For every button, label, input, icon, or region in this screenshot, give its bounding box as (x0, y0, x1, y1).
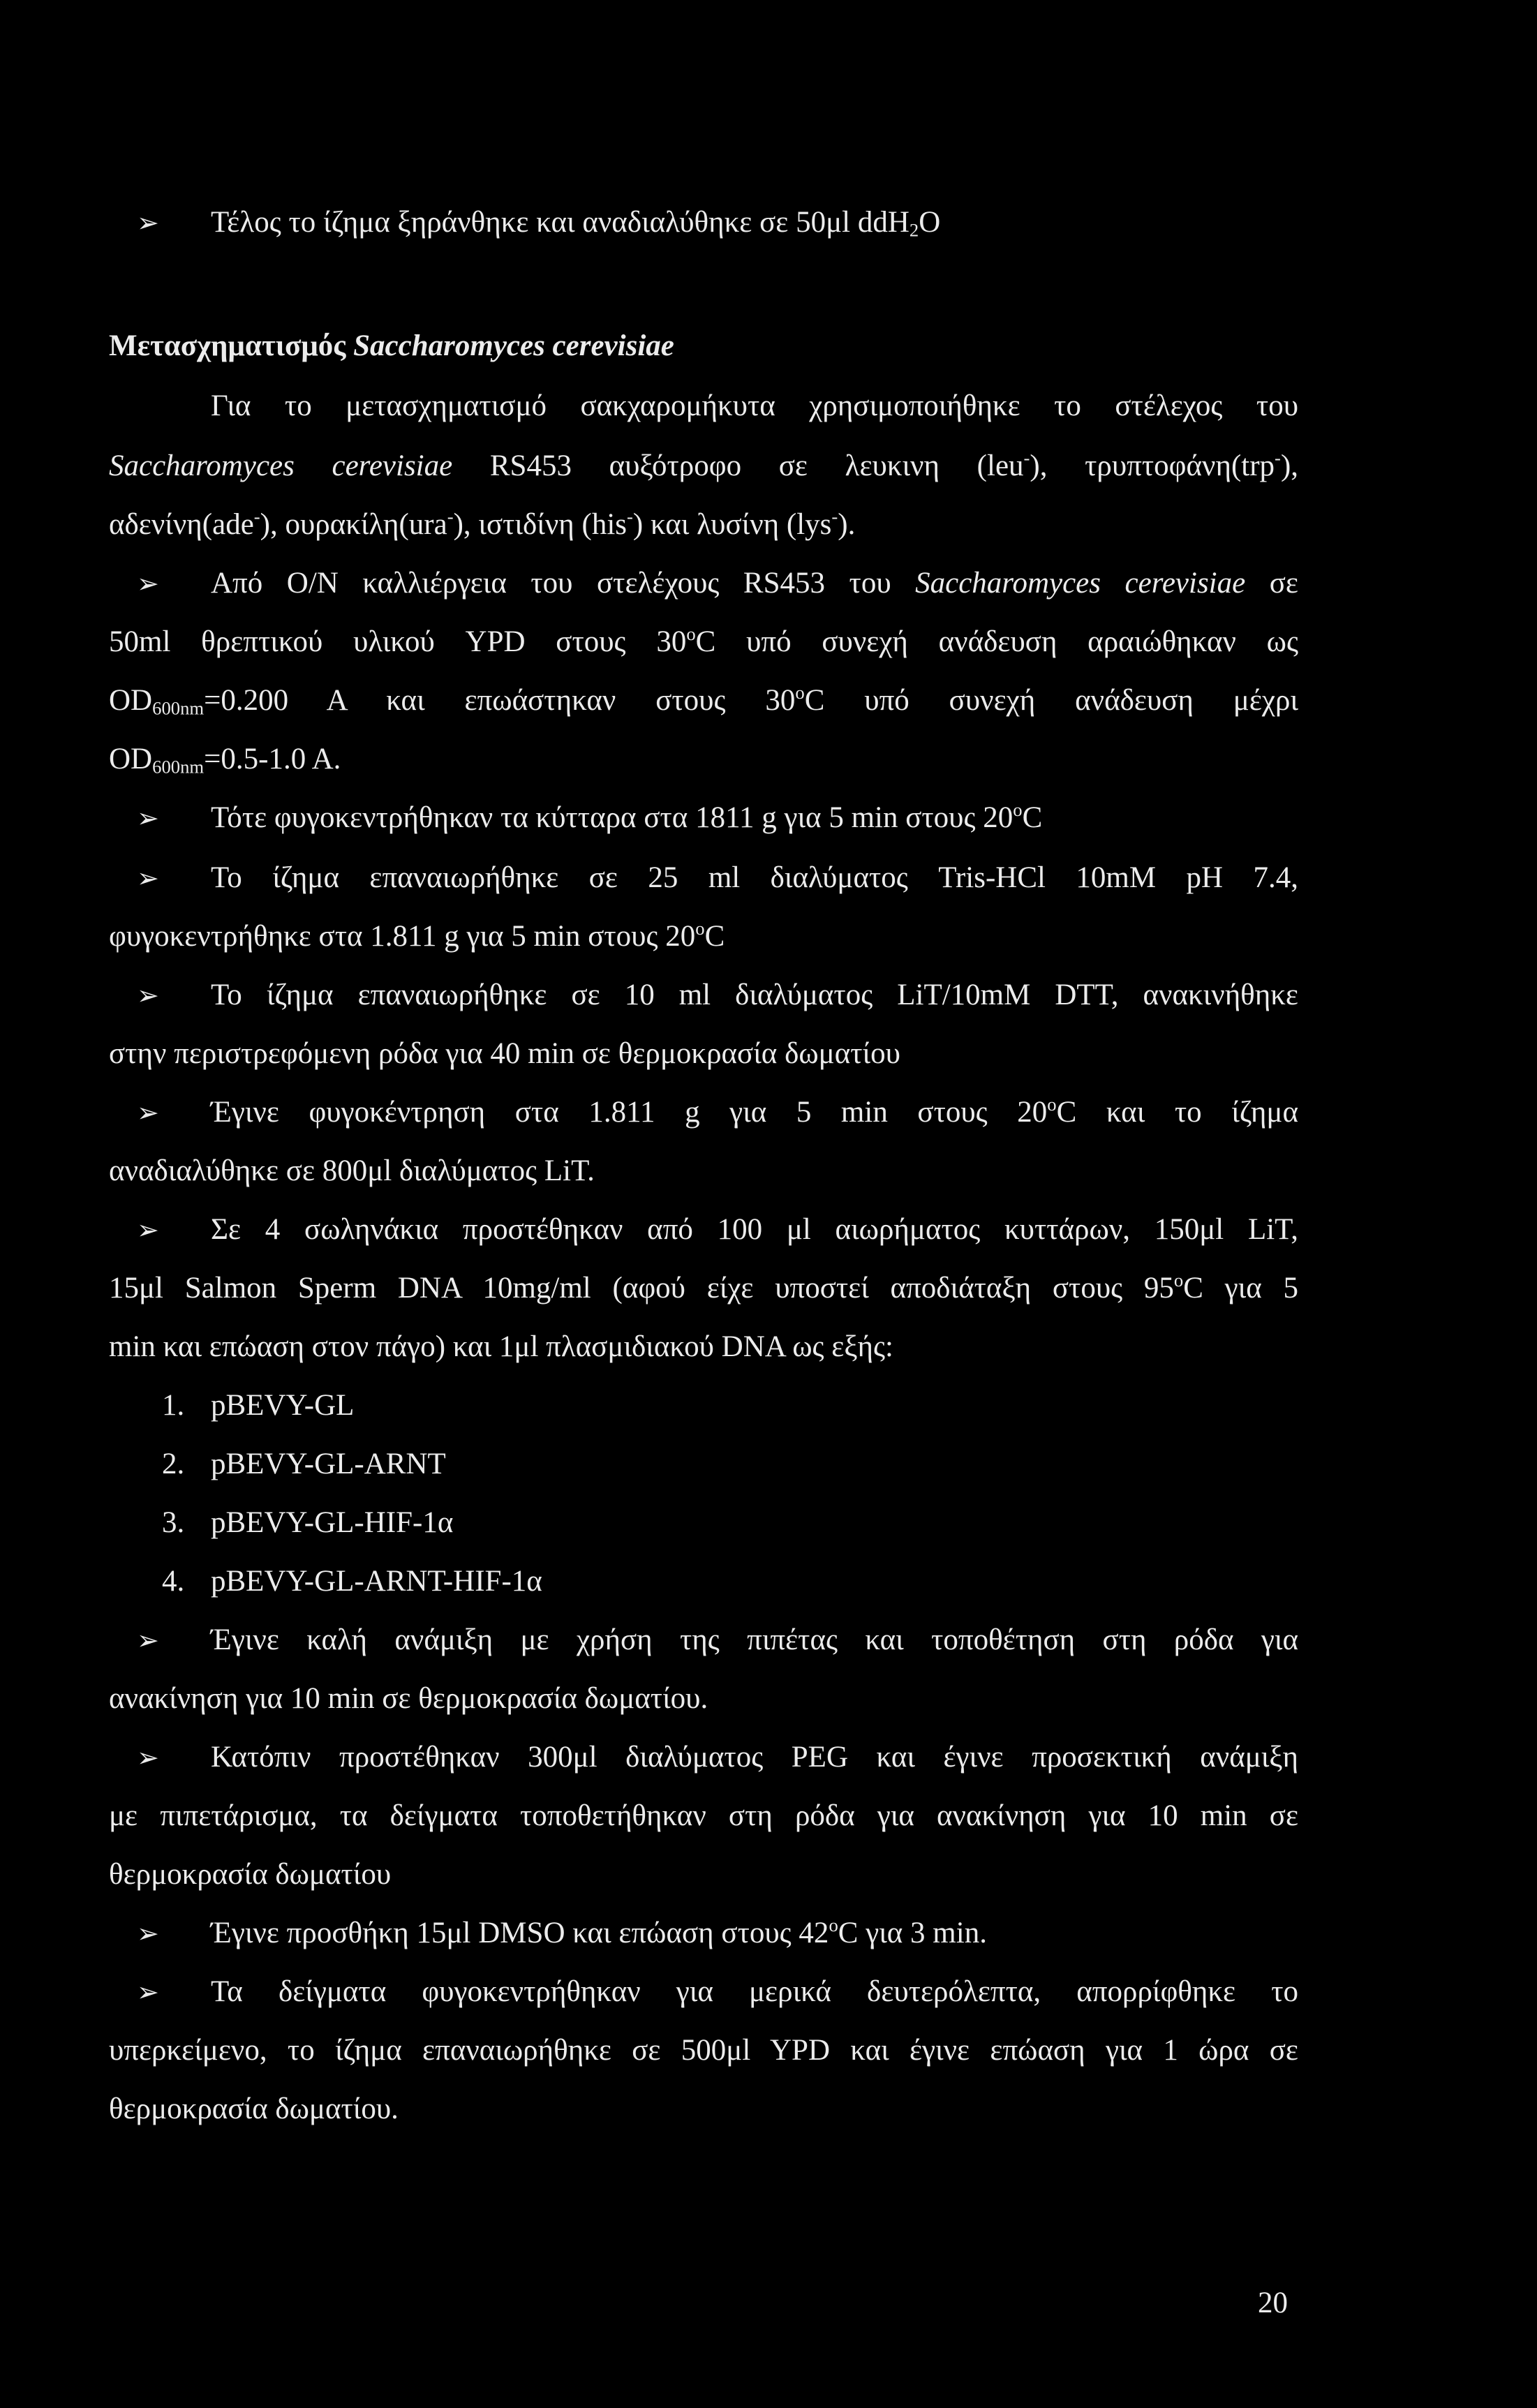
bullet-icon: ➢ (137, 1214, 159, 1245)
paragraph-line: Σε 4 σωληνάκια προστέθηκαν από 100 μl αιωρήματος κυττάρων, 150μl LiT, (211, 1213, 1298, 1246)
paragraph-line: με πιπετάρισμα, τα δείγματα τοποθετήθηκαν στη ρόδα για ανακίνηση για 10 min σε (109, 1799, 1298, 1832)
bullet-icon: ➢ (137, 1742, 159, 1773)
paragraph-line: 50ml θρεπτικού υλικού YPD στους 30$^o$C υπό συνεχή ανάδευση αραιώθηκαν ως (109, 623, 1298, 658)
bullet-icon: ➢ (137, 568, 159, 599)
paragraph-line: θερμοκρασία δωματίου (109, 1858, 392, 1891)
paragraph-line: Το ίζημα επαναιωρήθηκε σε 25 ml διαλύματος Tris-HCl 10mM pH 7.4, (211, 861, 1298, 894)
section-heading: Μετασχηματισμός Saccharomyces cerevisiae (109, 329, 674, 362)
bullet-icon: ➢ (137, 980, 159, 1011)
paragraph-line: φυγοκεντρήθηκε στα 1.811 g για 5 min στους 20$^o$C (109, 918, 725, 953)
list-item: 2. pBEVY-GL-ARNT (162, 1448, 446, 1480)
paragraph-line: Έγινε προσθήκη 15μl DMSO και επώαση στους 42$^o$C για 3 min. (211, 1915, 987, 1949)
paragraph-line: Saccharomyces cerevisiae RS453 αυξότροφο σε λευκινη (leu-), τρυπτοφάνη(trp-), (109, 447, 1299, 482)
paragraph-line: Έγινε φυγοκέντρηση στα 1.811 g για 5 min στους 20$^o$C και το ίζημα (211, 1094, 1298, 1129)
bullet-icon: ➢ (137, 1625, 159, 1656)
paragraph-line: Από O/N καλλιέργεια του στελέχους RS453 του Saccharomyces cerevisiae σε (211, 567, 1298, 600)
paragraph-line: 15μl Salmon Sperm DNA 10mg/ml (αφού είχε υποστεί αποδιάταξη στους 95$^o$C για 5 (109, 1270, 1298, 1305)
list-item: 3. pBEVY-GL-HIF-1α (162, 1506, 454, 1539)
bullet-icon: ➢ (137, 803, 159, 833)
list-item: 4. pBEVY-GL-ARNT-HIF-1α (162, 1565, 542, 1598)
list-item: 1. pBEVY-GL (162, 1389, 355, 1422)
paragraph-line: Το ίζημα επαναιωρήθηκε σε 10 ml διαλύματος LiT/10mM DTT, ανακινήθηκε (211, 979, 1298, 1011)
paragraph-line: Τέλος το ίζημα ξηράνθηκε και αναδιαλύθηκε σε 50μl ddH$_2$O (211, 206, 941, 241)
paragraph-line: Τα δείγματα φυγοκεντρήθηκαν για μερικά δευτερόλεπτα, απορρίφθηκε το (211, 1975, 1298, 2008)
paragraph-line: Κατόπιν προστέθηκαν 300μl διαλύματος PEG και έγινε προσεκτική ανάμιξη (211, 1741, 1298, 1774)
paragraph-line: στην περιστρεφόμενη ρόδα για 40 min σε θερμοκρασία δωματίου (109, 1037, 900, 1070)
paragraph-line: Έγινε καλή ανάμιξη με χρήση της πιπέτας και τοποθέτηση στη ρόδα για (211, 1623, 1298, 1656)
paragraph-line: ανακίνηση για 10 min σε θερμοκρασία δωματίου. (109, 1682, 708, 1715)
paragraph-line: υπερκείμενο, το ίζημα επαναιωρήθηκε σε 500μl YPD και έγινε επώαση για 1 ώρα σε (109, 2034, 1298, 2067)
page-number: 20 (1258, 2287, 1288, 2319)
paragraph-line: Για το μετασχηματισμό σακχαρομήκυτα χρησιμοποιήθηκε το στέλεχος του (211, 389, 1298, 422)
paragraph-line: $OD_{600nm}=0.5-1.0$ A. (109, 743, 341, 778)
paragraph-line: θερμοκρασία δωματίου. (109, 2093, 399, 2125)
bullet-icon: ➢ (137, 863, 159, 893)
paragraph-line: Τότε φυγοκεντρήθηκαν τα κύτταρα στα 1811 g για 5 min στους 20$^o$C (211, 799, 1043, 834)
bullet-icon: ➢ (137, 1977, 159, 2007)
paragraph-line: αναδιαλύθηκε σε 800μl διαλύματος LiT. (109, 1154, 595, 1187)
bullet-icon: ➢ (137, 1097, 159, 1128)
bullet-icon: ➢ (137, 1918, 159, 1949)
paragraph-line: $OD_{600nm}=0.200$ A και επωάστηκαν στους 30$^o$C υπό συνεχή ανάδευση μέχρι (109, 682, 1298, 719)
paragraph-line: αδενίνη(ade-), ουρακίλη(ura-), ιστιδίνη (his-) και λυσίνη (lys-). (109, 506, 856, 541)
bullet-icon: ➢ (137, 207, 159, 238)
paragraph-line: min και επώαση στον πάγο) και 1μl πλασμιδιακού DNA ως εξής: (109, 1330, 893, 1363)
